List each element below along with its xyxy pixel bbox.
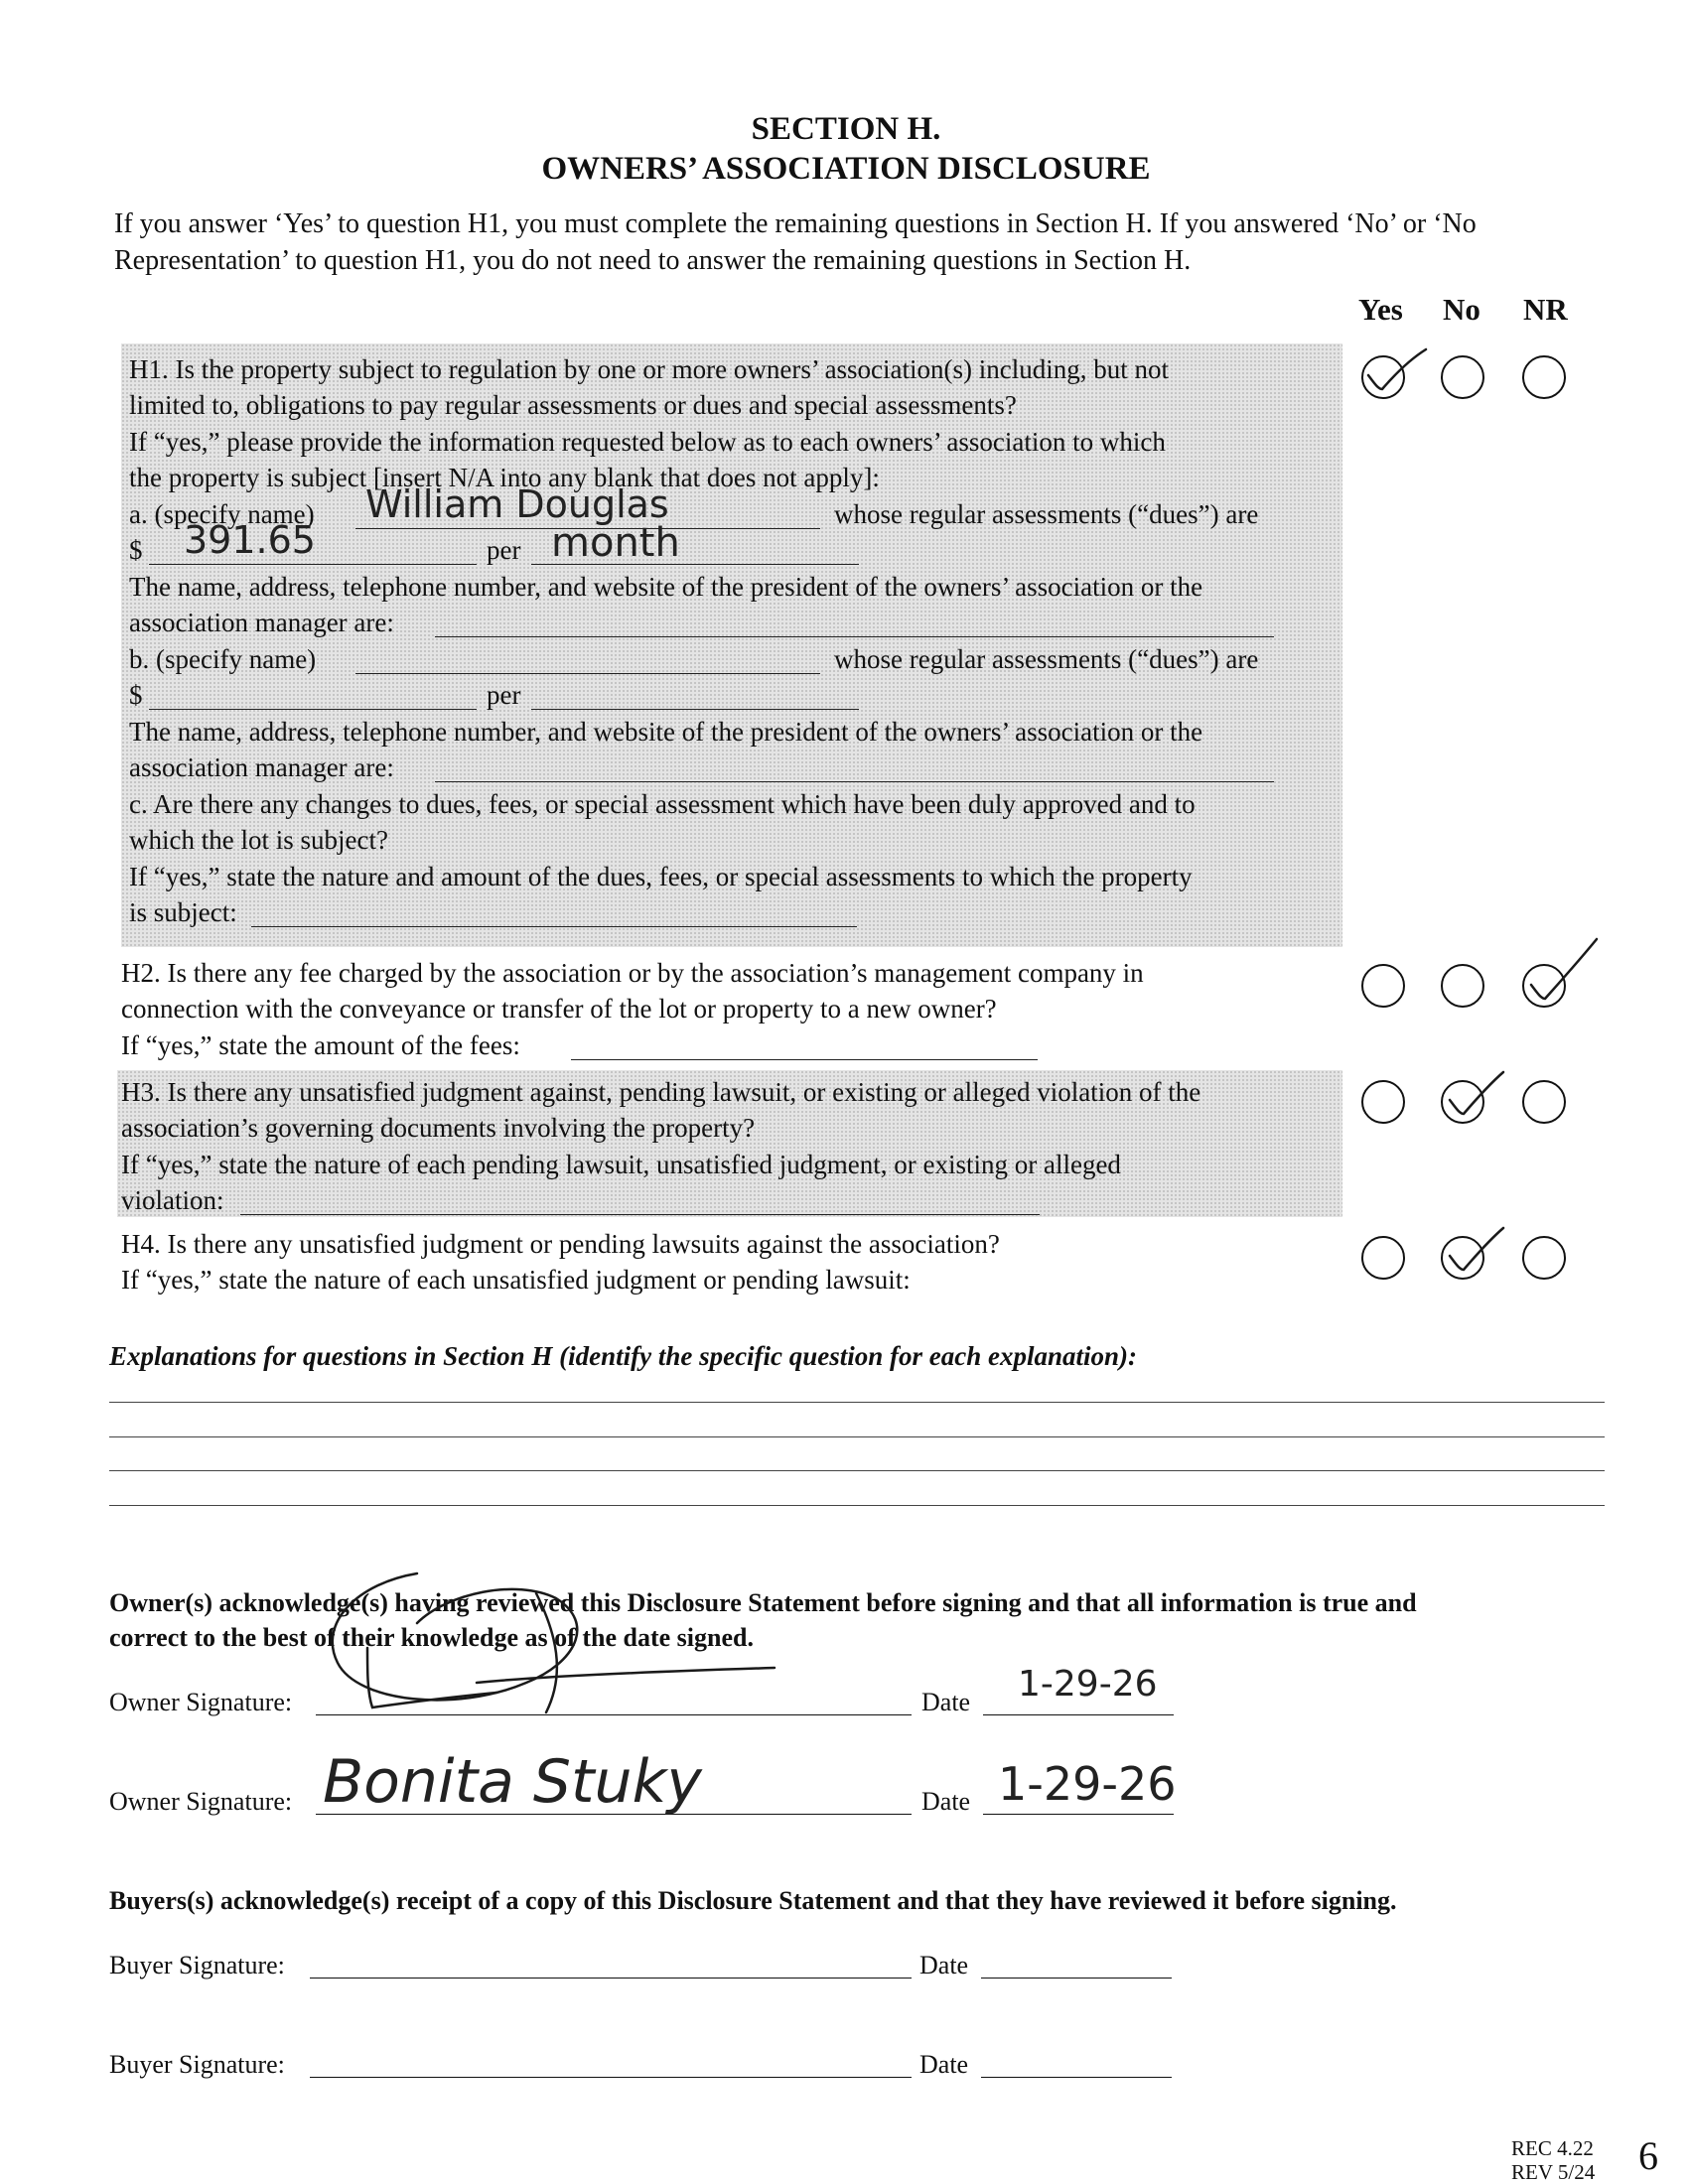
h1-b-per: per [487,680,521,710]
h1-a-manager-line-2: association manager are: [129,608,394,637]
h1-b-label: b. (specify name) [129,644,317,674]
h1-a-name-handwritten: William Douglas [365,482,669,526]
owner-date-line-2[interactable] [983,1814,1174,1815]
column-yes-header: Yes [1358,292,1403,327]
h1-b-manager-line-1: The name, address, telephone number, and website of the president of the owners’ association or the [129,717,1203,747]
h2-question-line-2: connection with the conveyance or transfer of the lot or property to a new owner? [121,994,997,1024]
h1-yes-check-icon [1368,349,1426,389]
h1-a-amount-handwritten: 391.65 [184,518,316,562]
form-title: OWNERS’ ASSOCIATION DISCLOSURE [541,151,1151,187]
explanation-line-4[interactable] [109,1505,1605,1506]
h3-question-line-1: H3. Is there any unsatisfied judgment against, pending lawsuit, or existing or alleged violation of the [121,1077,1201,1107]
explanation-line-1[interactable] [109,1402,1605,1403]
buyer-signature-line-1[interactable] [310,1978,912,1979]
h3-no-check-icon [1450,1072,1503,1114]
intro-line-1: If you answer ‘Yes’ to question H1, you must complete the remaining questions in Section H. If you answered ‘No’ or ‘No [114,208,1477,239]
buyer-signature-label-2: Buyer Signature: [109,2050,285,2079]
h1-question-line-3: If “yes,” please provide the information requested below as to each owners’ association to which [129,427,1166,457]
h1-c-line-3: If “yes,” state the nature and amount of the dues, fees, or special assessments to which the property [129,862,1193,891]
h1-b-dollar: $ [129,680,143,710]
explanation-line-2[interactable] [109,1436,1605,1437]
owner-ack-line-1: Owner(s) acknowledge(s) having reviewed this Disclosure Statement before signing and that all information is true and [109,1588,1417,1617]
h1-a-dues-label: whose regular assessments (“dues”) are [834,499,1259,529]
owner-date-label-1: Date [921,1688,971,1716]
buyer-date-label-2: Date [919,2050,969,2079]
intro-line-2: Representation’ to question H1, you do not need to answer the remaining questions in Section H. [114,245,1192,276]
h1-b-manager-line-2: association manager are: [129,752,394,782]
page-number: 6 [1638,2133,1658,2178]
buyer-date-line-1[interactable] [981,1978,1172,1979]
h4-question-line-1: H4. Is there any unsatisfied judgment or pending lawsuits against the association? [121,1229,1000,1259]
owner-date-2-handwritten: 1-29-26 [998,1757,1177,1811]
explanations-label: Explanations for questions in Section H (identify the specific question for each explanation): [109,1341,1138,1371]
h1-c-line-1: c. Are there any changes to dues, fees, or special assessment which have been duly approved and to [129,789,1196,819]
owner-date-1-handwritten: 1-29-26 [1018,1664,1158,1705]
h1-a-manager-line-1: The name, address, telephone number, and website of the president of the owners’ association or the [129,572,1203,602]
buyer-signature-label-1: Buyer Signature: [109,1951,285,1979]
h1-a-label: a. (specify name) [129,499,315,529]
h1-b-dues-label: whose regular assessments (“dues”) are [834,644,1259,674]
h3-question-line-2: association’s governing documents involving the property? [121,1113,756,1143]
h2-question-line-1: H2. Is there any fee charged by the association or by the association’s management company in [121,958,1144,988]
h2-nr-check-icon [1531,939,1597,999]
buyer-ack-text: Buyers(s) acknowledge(s) receipt of a copy of this Disclosure Statement and that they have reviewed it before signing. [109,1886,1397,1915]
owner-ack-line-2: correct to the best of their knowledge as of the date signed. [109,1623,754,1652]
buyer-date-label-1: Date [919,1951,969,1979]
owner-date-line-1[interactable] [983,1714,1174,1715]
h1-a-dollar: $ [129,535,143,565]
explanation-line-3[interactable] [109,1470,1605,1471]
column-nr-header: NR [1523,292,1568,327]
h2-question-line-3: If “yes,” state the amount of the fees: [121,1030,520,1060]
h1-question-line-2: limited to, obligations to pay regular assessments or dues and special assessments? [129,390,1017,420]
h4-question-line-2: If “yes,” state the nature of each unsatisfied judgment or pending lawsuit: [121,1265,911,1295]
owner-signature-2-handwritten: Bonita Stuky [323,1747,702,1817]
section-heading: SECTION H. [751,111,941,147]
h3-question-line-3: If “yes,” state the nature of each pending lawsuit, unsatisfied judgment, or existing or alleged [121,1150,1121,1179]
h1-c-line-2: which the lot is subject? [129,825,388,855]
h1-question-line-4: the property is subject [insert N/A into any blank that does not apply]: [129,463,880,492]
buyer-signature-line-2[interactable] [310,2077,912,2078]
owner-signature-1-scribble [298,1554,794,1727]
h3-question-line-4: violation: [121,1185,224,1215]
form-code: REC 4.22 [1511,2136,1594,2160]
h1-question-line-1: H1. Is the property subject to regulation by one or more owners’ association(s) including, but not [129,354,1170,384]
owner-date-label-2: Date [921,1787,971,1816]
buyer-date-line-2[interactable] [981,2077,1172,2078]
h1-c-line-4: is subject: [129,897,237,927]
owner-signature-label-2: Owner Signature: [109,1787,293,1816]
h1-a-per: per [487,535,521,565]
form-revision: REV 5/24 [1511,2160,1596,2184]
owner-signature-label-1: Owner Signature: [109,1688,293,1716]
column-no-header: No [1443,292,1480,327]
h4-no-check-icon [1450,1228,1503,1270]
h1-a-period-handwritten: month [551,520,680,566]
